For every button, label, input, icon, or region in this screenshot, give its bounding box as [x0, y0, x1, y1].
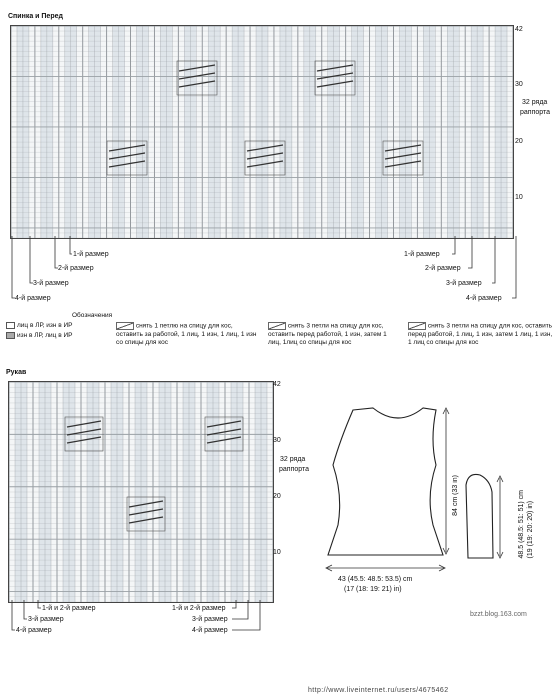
bf-size-4-right: 4-й размер: [466, 295, 502, 302]
bf-size-1-right: 1-й размер: [404, 251, 440, 258]
body-width-in-label: (17 (18: 19: 21) in): [344, 586, 402, 593]
sl-size-3-right: 3-й размер: [192, 616, 228, 623]
sl-size-4-left: 4-й размер: [16, 627, 52, 634]
purl-symbol-icon: [6, 332, 15, 339]
back-front-grid: [11, 26, 513, 238]
sl-row-20: 20: [273, 493, 281, 500]
footer-url[interactable]: http://www.liveinternet.ru/users/4675462: [308, 687, 449, 694]
bf-size-2-right: 2-й размер: [425, 265, 461, 272]
bf-row-20: 20: [515, 138, 523, 145]
legend-heading: Обозначения: [72, 312, 113, 319]
body-outline: [328, 408, 443, 555]
sl-repeat-label-1: 32 ряда: [280, 456, 306, 463]
bf-size-2-left: 2-й размер: [58, 265, 94, 272]
bf-repeat-label-2: раппорта: [520, 109, 551, 116]
bf-size-4-left: 4-й размер: [15, 295, 51, 302]
knit-symbol-icon: [6, 322, 15, 329]
sleeve-grid: [9, 382, 273, 602]
back-front-chart: [10, 25, 514, 239]
back-front-title: Спинка и Перед: [8, 13, 63, 20]
bf-row-42: 42: [515, 26, 523, 33]
sl-size-4-right: 4-й размер: [192, 627, 228, 634]
cable-wide-icon: [408, 322, 426, 330]
bf-repeat-label-1: 32 ряда: [522, 99, 548, 106]
sl-row-10: 10: [273, 549, 281, 556]
legend-item-knit: лиц в ЛР, изн в ИР: [6, 322, 72, 330]
sleeve-outline: [466, 474, 493, 558]
sl-row-30: 30: [273, 437, 281, 444]
watermark-right: bzzt.blog.163.com: [470, 611, 527, 618]
sl-size-12-left: 1-й и 2-й размер: [42, 605, 96, 612]
sl-row-42: 42: [273, 381, 281, 388]
sl-size-lines-right: [230, 600, 280, 640]
bf-size-1-left: 1-й размер: [73, 251, 109, 258]
cable-left-icon: [116, 322, 134, 330]
sleeve-chart: [8, 381, 274, 603]
sleeve-length-label: 48.5 (48.5: 51: 51) cm (19 (19: 20: 20) in): [518, 490, 534, 559]
legend-item-purl: изн в ЛР, лиц в ИР: [6, 332, 72, 340]
garment-schematic: [318, 400, 528, 600]
cable-right-icon: [268, 322, 286, 330]
legend-item-cable-3: снять 3 петли на спицу для кос, оставить перед работой, 1 лиц, 1 изн, затем 1 лиц, 1 изн, 1 лиц со спицы для кос: [408, 322, 553, 346]
bf-size-3-right: 3-й размер: [446, 280, 482, 287]
body-width-label: 43 (45.5: 48.5: 53.5) cm: [338, 576, 413, 583]
body-height-label: 84 cm (33 in): [452, 475, 459, 516]
bf-row-10: 10: [515, 194, 523, 201]
legend-item-cable-1: снять 1 петлю на спицу для кос, оставить за работой, 1 лиц, 1 изн, 1 лиц, 1 изн со спицы для кос: [116, 322, 257, 346]
sl-size-12-right: 1-й и 2-й размер: [172, 605, 226, 612]
bf-size-lines-right: [400, 236, 530, 306]
legend-item-cable-2: снять 3 петли на спицу для кос, оставить перед работой, 1 изн, затем 1 лиц, 1лиц со спицы для кос: [268, 322, 387, 346]
bf-size-3-left: 3-й размер: [33, 280, 69, 287]
sleeve-title: Рукав: [6, 369, 27, 376]
sl-repeat-label-2: раппорта: [279, 466, 310, 473]
bf-row-30: 30: [515, 81, 523, 88]
sl-size-3-left: 3-й размер: [28, 616, 64, 623]
